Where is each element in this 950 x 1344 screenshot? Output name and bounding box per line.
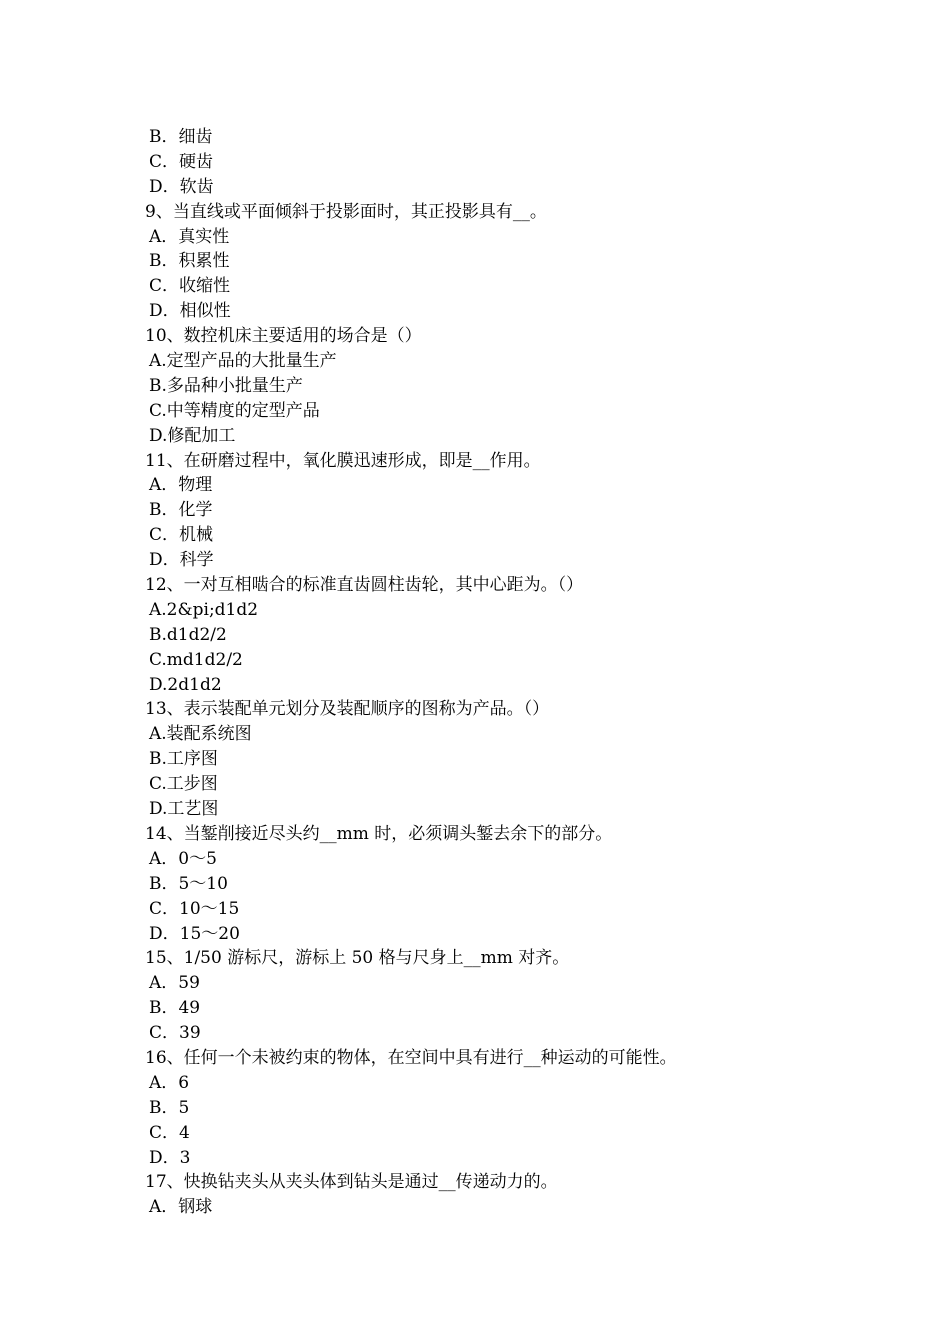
answer-option: B．积累性 [149,251,230,272]
question-text: 17、快换钻夹头从夹头体到钻头是通过__传递动力的。 [145,1172,558,1193]
answer-option: B．5～10 [149,873,228,894]
answer-option: A．钢球 [149,1197,213,1218]
answer-option: C．39 [149,1023,201,1044]
answer-option: D．科学 [149,550,214,571]
answer-option: D.工艺图 [149,799,219,820]
question-text: 15、1/50 游标尺，游标上 50 格与尺身上__mm 对齐。 [145,948,570,969]
answer-option: B．细齿 [149,127,213,147]
answer-option: D.2d1d2 [149,674,222,695]
answer-option: B.工序图 [149,749,218,770]
answer-option: B.d1d2/2 [149,624,227,645]
answer-option: A．0～5 [149,848,217,869]
answer-option: A．真实性 [149,226,230,247]
answer-option: C．10～15 [149,898,240,919]
answer-option: D.修配加工 [149,425,236,446]
answer-option: C．收缩性 [149,276,231,297]
answer-option: A．6 [149,1072,190,1093]
question-text: 12、一对互相啮合的标准直齿圆柱齿轮，其中心距为。（） [145,575,584,596]
answer-option: A.2&pi;d1d2 [149,599,259,620]
answer-option: A．物理 [149,475,213,496]
answer-option: D．相似性 [149,301,231,322]
question-text: 14、当錾削接近尽头约__mm 时，必须调头錾去余下的部分。 [145,823,613,844]
answer-option: D．软齿 [149,176,214,197]
question-text: 13、表示装配单元划分及装配顺序的图称为产品。（） [145,699,550,720]
answer-option: C.中等精度的定型产品 [149,400,320,421]
answer-option: B．49 [149,998,201,1019]
answer-option: B.多品种小批量生产 [149,375,303,396]
answer-option: D．15～20 [149,923,240,944]
question-list [145,125,905,1220]
answer-option: C．机械 [149,525,214,546]
question-text: 16、任何一个未被约束的物体，在空间中具有进行__种运动的可能性。 [145,1047,677,1068]
answer-option: C.工步图 [149,774,218,795]
answer-option: A.定型产品的大批量生产 [149,351,337,372]
answer-option: B．5 [149,1097,190,1118]
question-text: 9、当直线或平面倾斜于投影面时，其正投影具有__。 [145,201,547,222]
answer-option: A.装配系统图 [149,724,252,745]
answer-option: C.md1d2/2 [149,649,243,670]
answer-option: C．4 [149,1122,190,1143]
answer-option: B．化学 [149,500,213,521]
answer-option: A．59 [149,973,200,994]
question-text: 10、数控机床主要适用的场合是（） [145,326,422,347]
question-text: 11、在研磨过程中，氧化膜迅速形成，即是__作用。 [145,450,541,471]
answer-option: C．硬齿 [149,151,214,172]
answer-option: D．3 [149,1147,191,1168]
